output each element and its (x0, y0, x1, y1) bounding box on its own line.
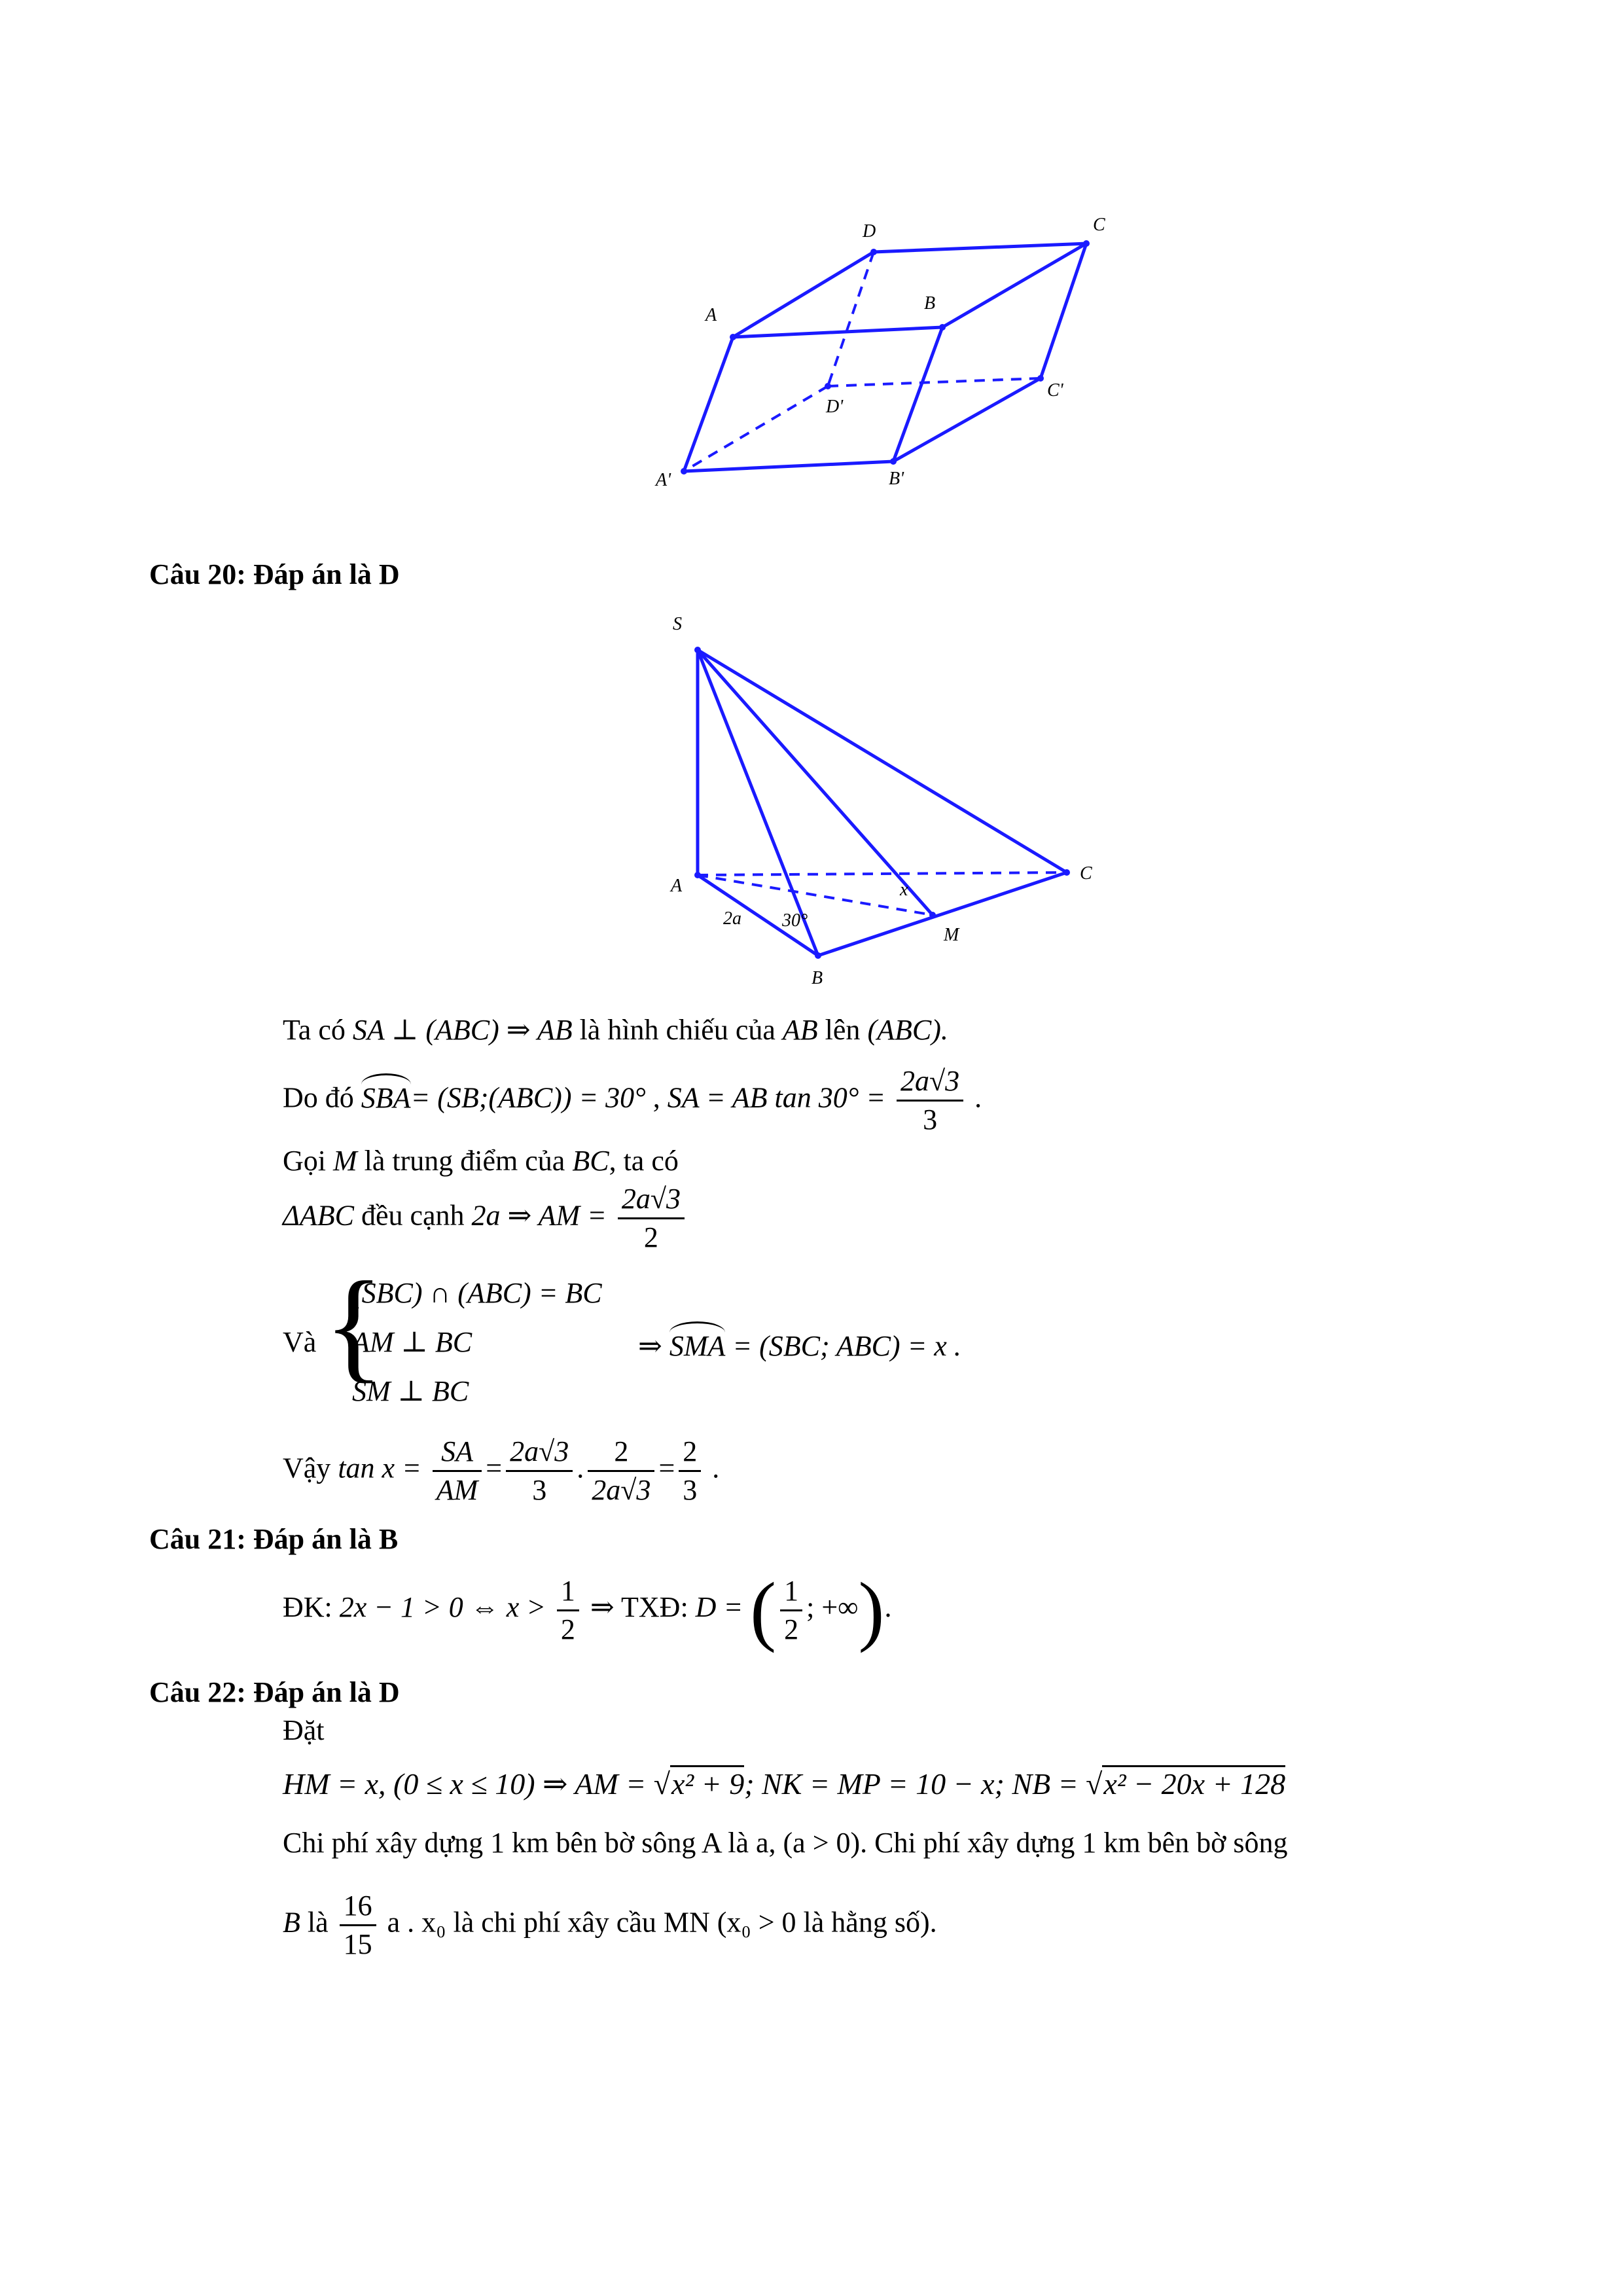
q20-cond3: SM ⊥ BC (352, 1375, 469, 1407)
label-A: A (671, 876, 683, 896)
q20-heading: Câu 20: Đáp án là D (149, 558, 400, 590)
q22-cost-line: Chi phí xây dựng 1 km bên bờ sông A là a, (a > 0). Chi phí xây dựng 1 km bên bờ sông (283, 1827, 1288, 1859)
label-C1: C' (1047, 380, 1063, 401)
q22-equation: HM = x, (0 ≤ x ≤ 10) ⇒ AM = √x² + 9; NK = MP = 10 − x; NB = √x² − 20x + 128 (283, 1766, 1285, 1801)
pyramid-figure (0, 0, 1623, 1014)
q20-cond2: AM ⊥ BC (352, 1326, 473, 1358)
system-brace: { (324, 1257, 384, 1394)
label-B1: B' (889, 469, 904, 489)
q20-line4: ΔABC đều cạnh 2a ⇒ AM = $\frac{2a√3}{2}$ (283, 1185, 688, 1252)
q20-conclusion: ⇒ SMA = (SBC; ABC) = x . (638, 1325, 961, 1363)
label-B: B (924, 293, 936, 314)
q20-line1: Ta có SA ⊥ (ABC) ⇒ AB là hình chiếu của AB lên (ABC). (283, 1014, 948, 1046)
label-S: S (673, 614, 682, 634)
q22-heading: Câu 22: Đáp án là D (149, 1676, 400, 1708)
label-D: D (863, 221, 876, 242)
label-D1: D' (826, 397, 844, 417)
q20-line2: Do đó SBA= (SB;(ABC)) = 30° , SA = AB tan 30° = $\frac{2a√3}{3}$ . (283, 1065, 982, 1136)
q20-line6: Vậy tan x = $\frac{SA}{AM}$ = $\frac{2a√3}{3}$ . $\frac{2}{2a√3}$ = $\frac{2}{3}$ . (283, 1435, 720, 1506)
label-C: C (1093, 215, 1105, 235)
q21-heading: Câu 21: Đáp án là B (149, 1523, 399, 1555)
label-M: M (944, 925, 959, 945)
label-2a: 2a (723, 908, 741, 929)
label-x: x (900, 880, 908, 900)
q20-line3: Gọi M là trung điểm của BC, ta có (283, 1145, 679, 1177)
q20-line5-prefix: Và (283, 1326, 317, 1358)
label-C: C (1080, 863, 1092, 884)
label-A: A (705, 305, 717, 325)
q21-line: ĐK: 2x − 1 > 0 ⇔ x > $\frac{1}{2}$ ⇒ TXĐ: D = ( $\frac{1}{2}$ ; +∞). (283, 1566, 892, 1653)
label-B: B (812, 968, 823, 988)
q20-cond1: (SBC) ∩ (ABC) = BC (352, 1277, 602, 1309)
label-30deg: 30° (782, 910, 808, 931)
q22-last-line: B là $\frac{16}{15}$ a . x₀ là chi phí xây cầu MN (x₀ > 0 là hằng số). (283, 1890, 937, 1960)
label-A1: A' (656, 470, 671, 490)
q22-dat: Đặt (283, 1714, 325, 1746)
